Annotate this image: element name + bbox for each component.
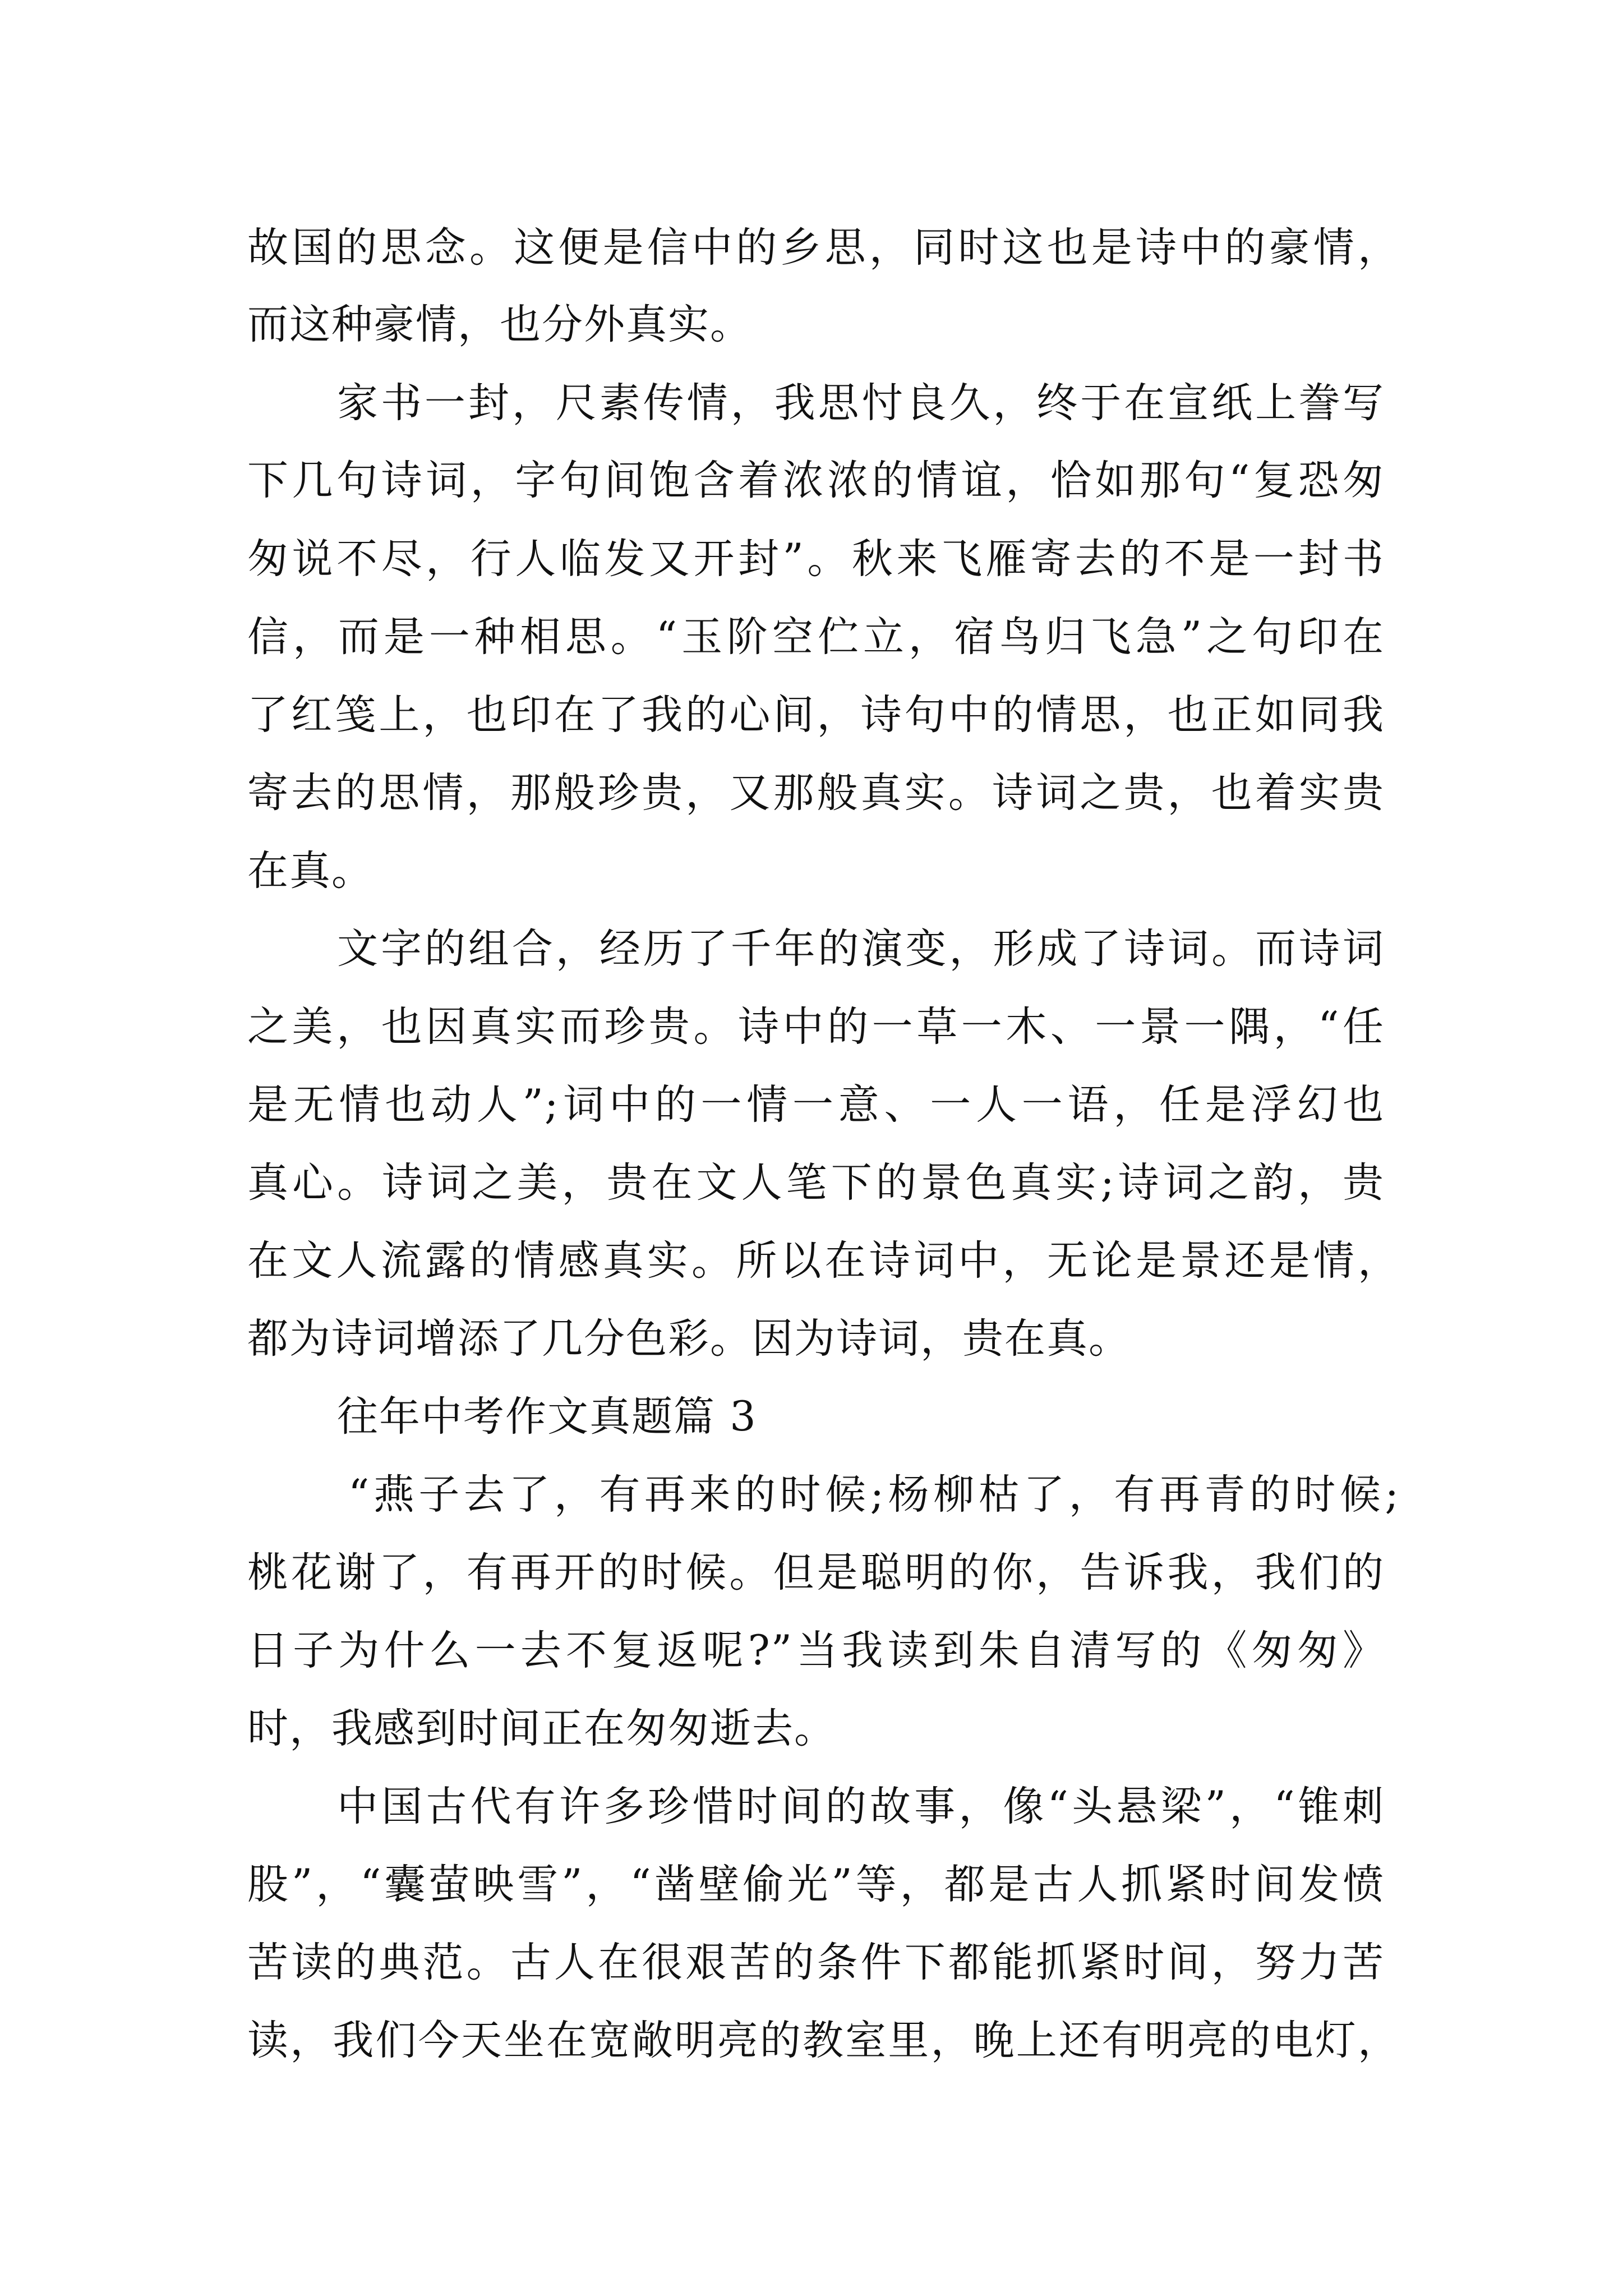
text-line: 下几句诗词，字句间饱含着浓浓的情谊，恰如那句“复恐匆 [247, 457, 1385, 504]
text-line: 而这种豪情，也分外真实。 [247, 301, 752, 348]
text-line: 在真。 [247, 847, 374, 895]
text-line: 了红笺上，也印在了我的心间，诗句中的情思，也正如同我 [247, 691, 1385, 739]
paragraph-first-line: “燕子去了，有再来的时候;杨柳枯了，有再青的时候; [348, 1471, 1400, 1519]
text-line: 真心。诗词之美，贵在文人笔下的景色真实;诗词之韵，贵 [247, 1159, 1385, 1207]
text-line: 苦读的典范。古人在很艰苦的条件下都能抓紧时间，努力苦 [247, 1939, 1385, 1986]
text-line: 都为诗词增添了几分色彩。因为诗词，贵在真。 [247, 1315, 1131, 1363]
paragraph-first-line: 中国古代有许多珍惜时间的故事，像“头悬梁”，“锥刺 [337, 1783, 1385, 1830]
text-line: 是无情也动人”;词中的一情一意、一人一语，任是浮幻也 [247, 1081, 1385, 1129]
text-line: 故国的思念。这便是信中的乡思，同时这也是诗中的豪情， [247, 224, 1400, 272]
text-line: 之美，也因真实而珍贵。诗中的一草一木、一景一隅，“任 [247, 1003, 1385, 1051]
text-line: 股”，“囊萤映雪”，“凿壁偷光”等，都是古人抓紧时间发愤 [247, 1861, 1385, 1908]
text-line: 日子为什么一去不复返呢?”当我读到朱自清写的《匆匆》 [247, 1627, 1385, 1674]
text-line: 寄去的思情，那般珍贵，又那般真实。诗词之贵，也着实贵 [247, 769, 1385, 817]
paragraph-first-line: 家书一封，尺素传情，我思忖良久，终于在宣纸上誊写 [337, 379, 1385, 427]
section-heading: 往年中考作文真题篇 3 [337, 1393, 757, 1441]
text-line: 匆说不尽，行人临发又开封”。秋来飞雁寄去的不是一封书 [247, 535, 1385, 583]
text-line: 读，我们今天坐在宽敞明亮的教室里，晚上还有明亮的电灯， [247, 2017, 1400, 2064]
text-line: 桃花谢了，有再开的时候。但是聪明的你，告诉我，我们的 [247, 1549, 1385, 1596]
paragraph-first-line: 文字的组合，经历了千年的演变，形成了诗词。而诗词 [337, 925, 1385, 973]
text-line: 信，而是一种相思。“玉阶空伫立，宿鸟归飞急”之句印在 [247, 613, 1385, 661]
text-line: 在文人流露的情感真实。所以在诗词中，无论是景还是情， [247, 1237, 1400, 1285]
text-line: 时，我感到时间正在匆匆逝去。 [247, 1705, 836, 1752]
